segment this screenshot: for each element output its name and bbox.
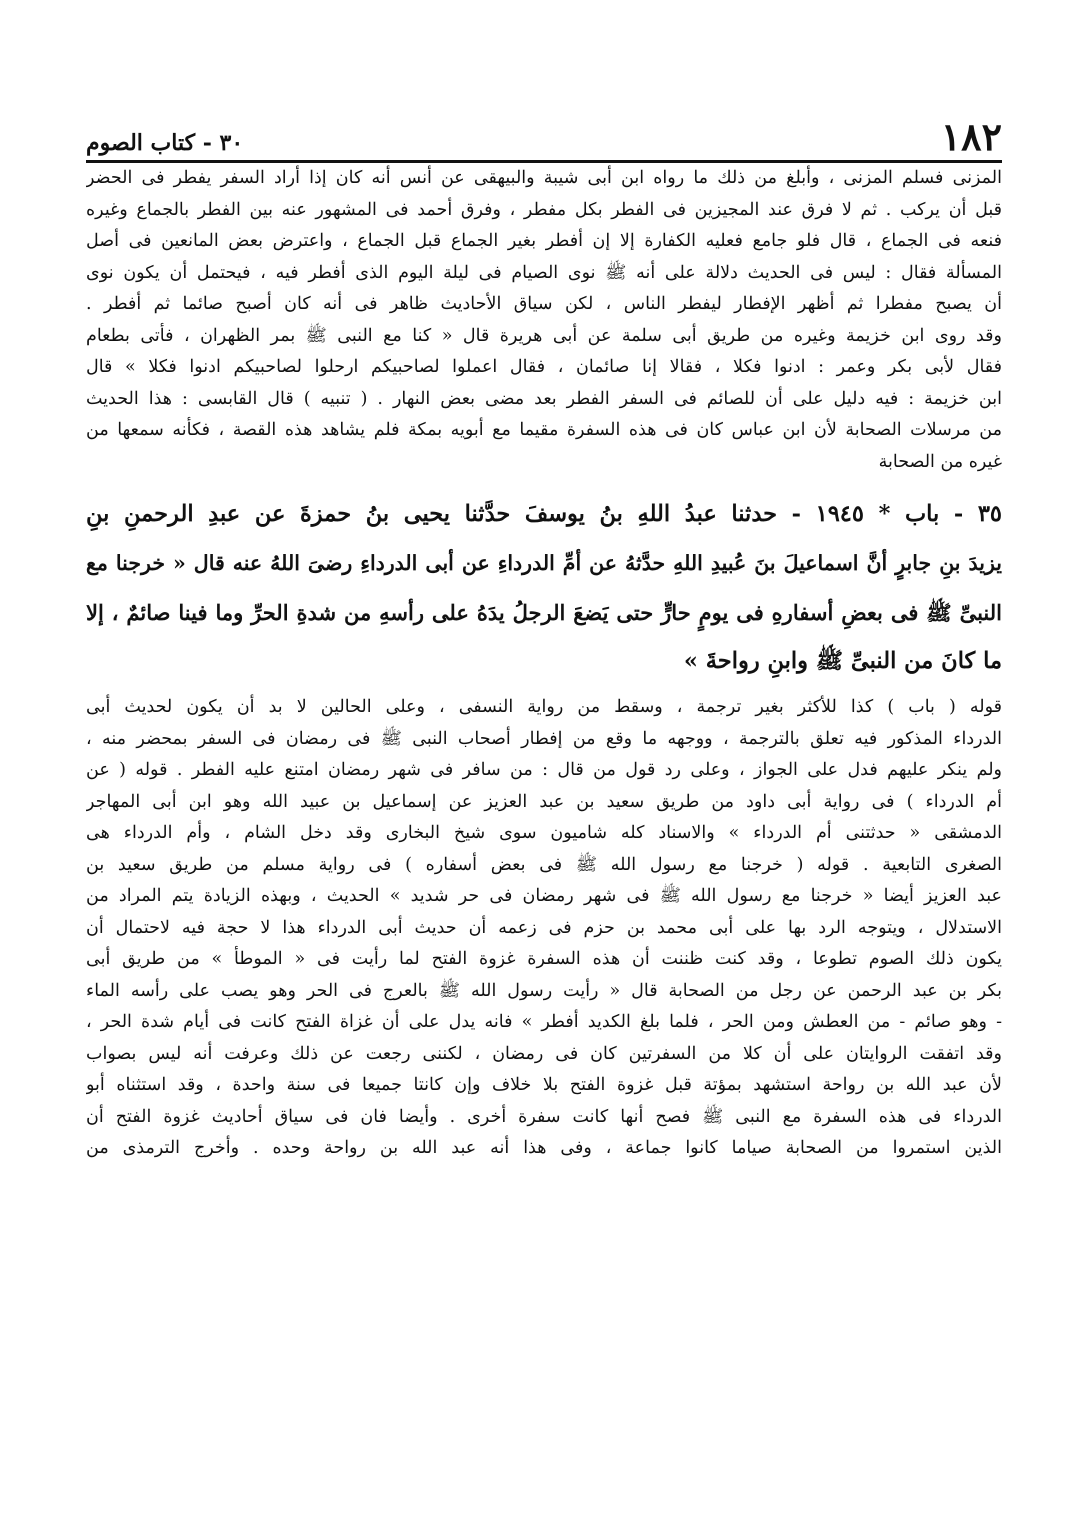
hadith-line: ٣٥ - باب * ١٩٤٥ - حدثنا عبدُ اللهِ بنُ يوسفَ حدَّثنا يحيى بنُ حمزةَ عن عبدِ الرحمنِ بنِ [86, 501, 1002, 527]
text-line: فقال لأبى بكر وعمر : ادنوا فكلا ، فقالا إنا صائمان ، فقال اعملوا لصاحبيكم ارحلوا لصاحبيكم ادنوا فكلا » قال [86, 357, 1002, 377]
text-line: قبل أن يركب . ثم لا فرق عند المجيزين فى الفطر بكل مفطر ، وفرق أحمد فى المشهور عنه بين الفطر بالجماع وغيره [86, 199, 1002, 220]
book-page [86, 112, 1002, 1165]
text-line: من مرسلات الصحابة لأن ابن عباس كان فى هذه السفرة مقيما مع أبويه بمكة فلم يشاهد هذه القصة ، فكأنه سمعها من [86, 420, 1002, 440]
text-line: يكون ذلك الصوم تطوعا ، وقد كنت ظننت أن هذه السفرة غزوة الفتح لما رأيت فى « الموطأ » من طريق أبى [86, 949, 1002, 969]
text-line: قوله ( باب ) كذا للأكثر بغير ترجمة ، وسقط من رواية النسفى ، وعلى الحالين لا بد أن يكون لحديث أبى [86, 697, 1002, 717]
hadith-line: النبىِّ ﷺ فى بعضِ أسفارهِ فى يومٍ حارٍّ حتى يَضعَ الرجلُ يدَهُ على رأسهِ من شدةِ الحرِّ وما فينا صائمٌ ، إلا [86, 600, 1002, 625]
text-line: أم الدرداء ) فى رواية أبى داود من طريق سعيد بن عبد العزيز عن إسماعيل بن عبيد الله وهو ابن أبى المهاجر [86, 791, 1002, 812]
text-line: عبد العزيز أيضا « خرجنا مع رسول الله ﷺ فى شهر رمضان فى حر شديد » الحديث ، وبهذه الزيادة يتم المراد من [86, 886, 1002, 906]
text-line: فنعه فى الجماع ، قال فلو جامع فعليه الكفارة إلا إن أفطر بغير الجماع قبل الجماع ، واعترض بعض المانعين فى أصل [86, 231, 1002, 251]
text-line: ابن خزيمة : فيه دليل على أن للصائم فى السفر الفطر بعد مضى بعض النهار . ( تنبيه ) قال القابسى : هذا الحديث [86, 388, 1002, 409]
text-line: بكر بن عبد الرحمن عن رجل من الصحابة قال « رأيت رسول الله ﷺ بالعرج فى الحر وهو يصب على رأسه الماء [86, 980, 1002, 1001]
text-line: المسألة فقال : ليس فى الحديث دلالة على أنه ﷺ نوى الصيام فى ليلة اليوم الذى أفطر فيه ، فيحتمل أن يكون نوى [86, 262, 1002, 283]
text-line: غيره من الصحابة [878, 451, 1002, 472]
text-line: الاستدلال ، ويتوجه الرد بها على أبى محمد بن حزم فى زعمه أن حديث أبى الدرداء هذا لا حجة فيه لاحتمال أن [86, 917, 1002, 938]
text-line: ولم ينكر عليهم فدل على الجواز ، وعلى رد قول من قال : من سافر فى شهر رمضان امتنع عليه الفطر . قوله ( عن [86, 760, 1002, 780]
hadith-chapter [86, 490, 1002, 686]
text-line: الدرداء فى هذه السفرة مع النبى ﷺ فصح أنها كانت سفرة أخرى . وأيضا فان فى سياق أحاديث غزوة الفتح أن [86, 1106, 1002, 1127]
page-number: ١٨٢ [940, 114, 1002, 159]
text-line: - وهو صائم - من العطش ومن الحر ، فلما بلغ الكديد أفطر » فانه يدل على أن غزاة الفتح كانت فى أيام شدة الحر ، [86, 1012, 1002, 1032]
text-line: الذين استمروا من الصحابة صياما كانوا جماعة ، وفى هذا أنه عبد الله بن رواحة وحده . وأخرج الترمذى من [86, 1138, 1002, 1158]
text-line: الدرداء المذكور فيه تعلق بالترجمة ، ووجهه ما وقع من إفطار أصحاب النبى ﷺ فى رمضان فى السفر بمحضر منه ، [86, 728, 1002, 749]
commentary-block-2 [86, 692, 1002, 1165]
text-line: وقد اتفقت الروايتان على أن كلا من السفرتين كان فى رمضان ، لكننى رجعت عن ذلك وعرفت أنه ليس بصواب [86, 1043, 1002, 1064]
text-line: المزنى فسلم المزنى ، وأبلغ من ذلك ما رواه ابن أبى شيبة والبيهقى عن أنس أنه كان إذا أراد السفر يفطر فى الحضر [86, 168, 1002, 188]
hadith-line: ما كانَ من النبىِّ ﷺ وابنِ رواحةَ » [683, 648, 1002, 674]
hadith-line: يزيدَ بنِ جابرٍ أنَّ اسماعيلَ بنَ عُبيدِ اللهِ حدَّثهُ عن أمِّ الدرداءِ عن أبى الدرداءِ رضىَ اللهُ عنه قال « خرجنا مع [86, 551, 1002, 575]
text-line: وقد روى ابن خزيمة وغيره من طريق أبى سلمة عن أبى هريرة قال « كنا مع النبى ﷺ بمر الظهران ، فأتى بطعام [86, 325, 1002, 346]
page-header [86, 112, 1002, 163]
running-title: ٣٠ - كتاب الصوم [86, 130, 244, 156]
text-line: أن يصبح مفطرا ثم أظهر الإفطار ليفطر الناس ، لكن سياق الأحاديث ظاهر فى أنه كان أصبح صائما ثم أفطر . [86, 294, 1002, 314]
text-line: الصغرى التابعية . قوله ( خرجنا مع رسول الله ﷺ فى بعض أسفاره ) فى رواية مسلم من طريق سعيد بن [86, 854, 1002, 875]
text-line: الدمشقى « حدثتنى أم الدرداء » والاسناد كله شاميون سوى شيخ البخارى وقد دخل الشام ، وأم الدرداء هى [86, 823, 1002, 843]
commentary-block-1 [86, 163, 1002, 478]
text-line: لأن عبد الله بن رواحة استشهد بمؤتة قبل غزوة الفتح بلا خلاف وإن كانتا جميعا فى سنة واحدة ، وقد استثناه أبو [86, 1075, 1002, 1095]
